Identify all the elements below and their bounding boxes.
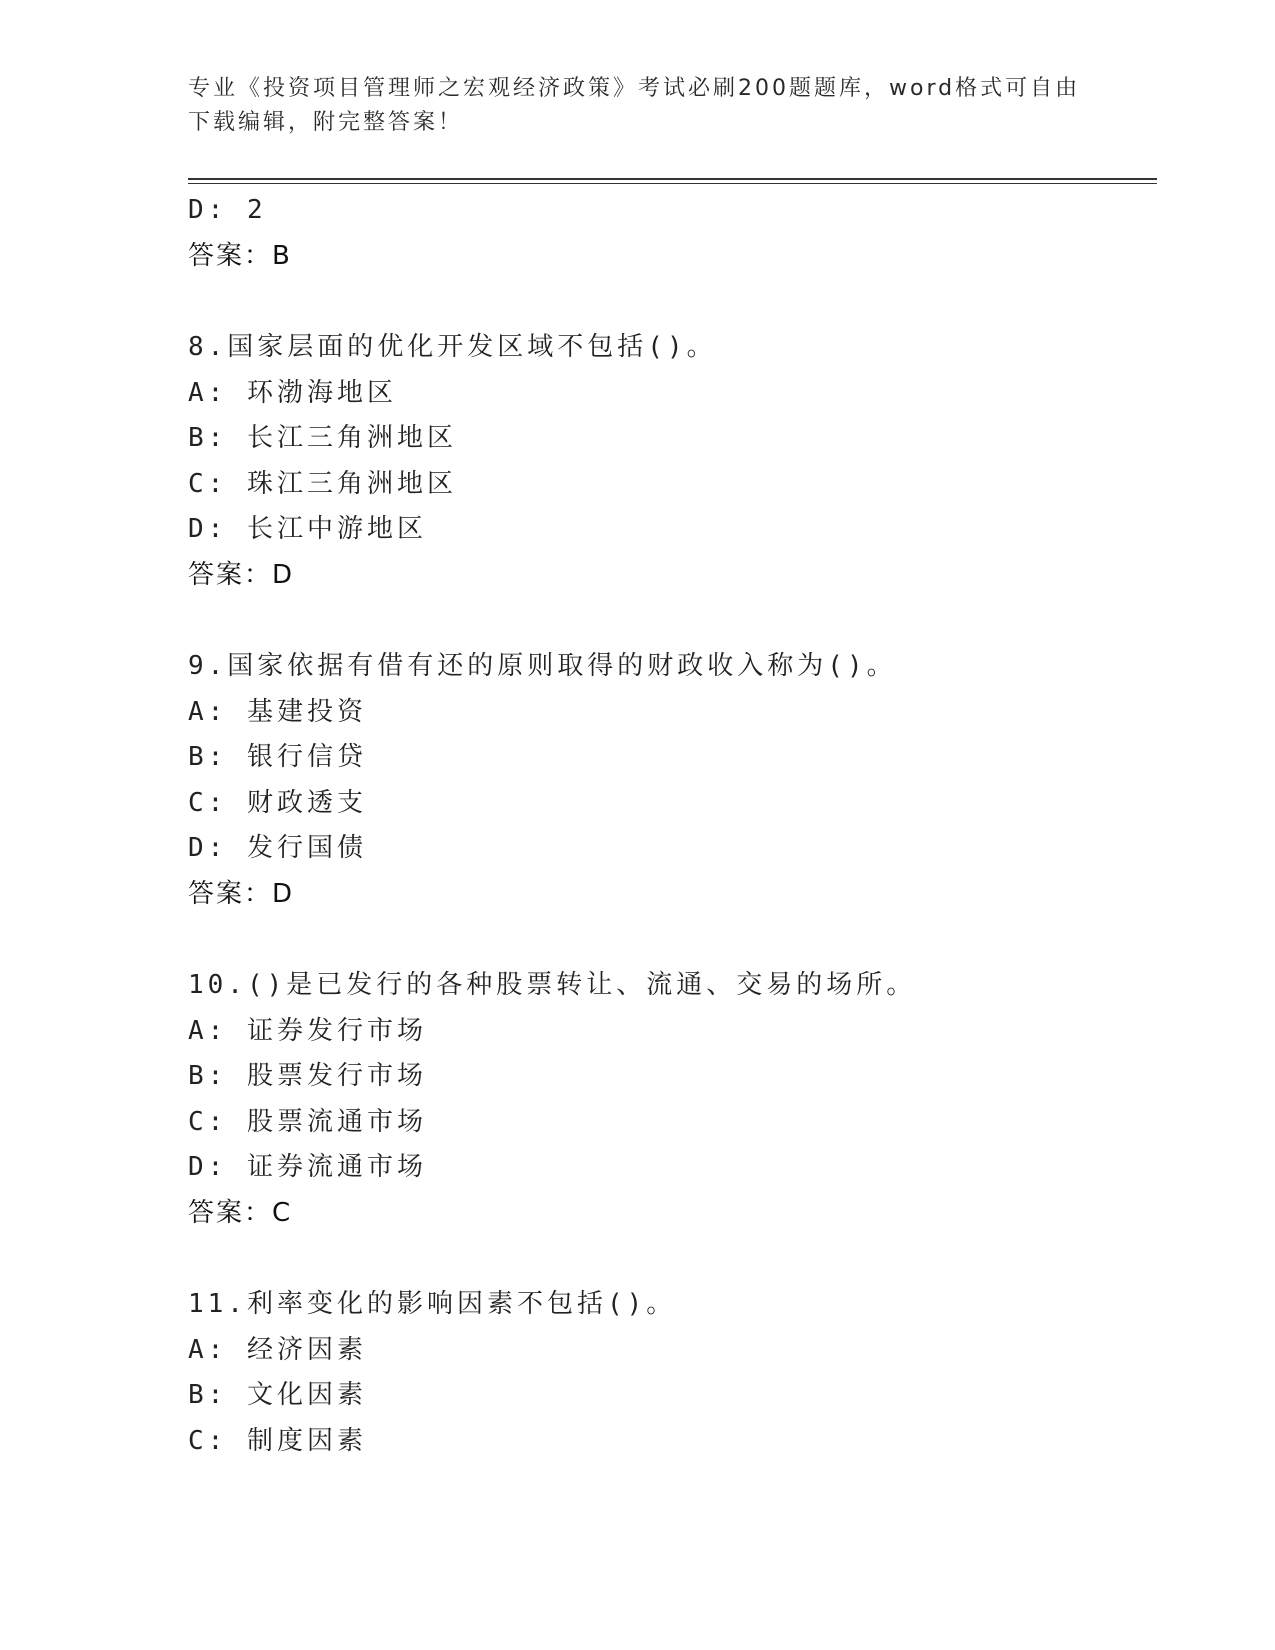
question-9 [188, 644, 1148, 917]
option-a: A: 基建投资 [188, 696, 367, 727]
option-c: C: 财政透支 [188, 787, 367, 818]
answer: 答案：B [188, 240, 292, 271]
option-a: A: 证券发行市场 [188, 1015, 427, 1046]
option-b: B: 文化因素 [188, 1380, 367, 1410]
header-line-1: 专业《投资项目管理师之宏观经济政策》考试必刷200题题库，word格式可自由 [188, 76, 1081, 101]
option-a: A: 环渤海地区 [188, 377, 397, 408]
option-d: D: 长江中游地区 [188, 514, 427, 544]
option-d: D: 2 [188, 195, 267, 225]
option-d: D: 发行国债 [188, 833, 367, 863]
header-divider-thick [188, 178, 1157, 180]
answer: 答案：D [188, 878, 295, 909]
option-c: C: 珠江三角洲地区 [188, 468, 457, 499]
answer: 答案：D [188, 559, 295, 590]
answer: 答案：C [188, 1197, 293, 1228]
question-8 [188, 325, 1148, 598]
option-c: C: 股票流通市场 [188, 1106, 427, 1137]
option-a: A: 经济因素 [188, 1334, 367, 1365]
option-b: B: 银行信贷 [188, 742, 367, 772]
question-11 [188, 1282, 1148, 1464]
question-7 [188, 188, 1148, 279]
question-title: 10.()是已发行的各种股票转让、流通、交易的场所。 [188, 970, 917, 1000]
option-c: C: 制度因素 [188, 1425, 367, 1456]
option-b: B: 股票发行市场 [188, 1061, 427, 1091]
question-list [188, 188, 1148, 1464]
question-10 [188, 963, 1148, 1236]
option-b: B: 长江三角洲地区 [188, 423, 457, 453]
question-title: 9.国家依据有借有还的原则取得的财政收入称为()。 [188, 651, 897, 681]
question-title: 8.国家层面的优化开发区域不包括()。 [188, 332, 717, 362]
option-d: D: 证券流通市场 [188, 1152, 427, 1182]
header-divider-thin [188, 183, 1157, 184]
question-title: 11.利率变化的影响因素不包括()。 [188, 1289, 677, 1319]
document-header [188, 72, 1088, 140]
header-line-2: 下载编辑，附完整答案！ [188, 110, 464, 135]
